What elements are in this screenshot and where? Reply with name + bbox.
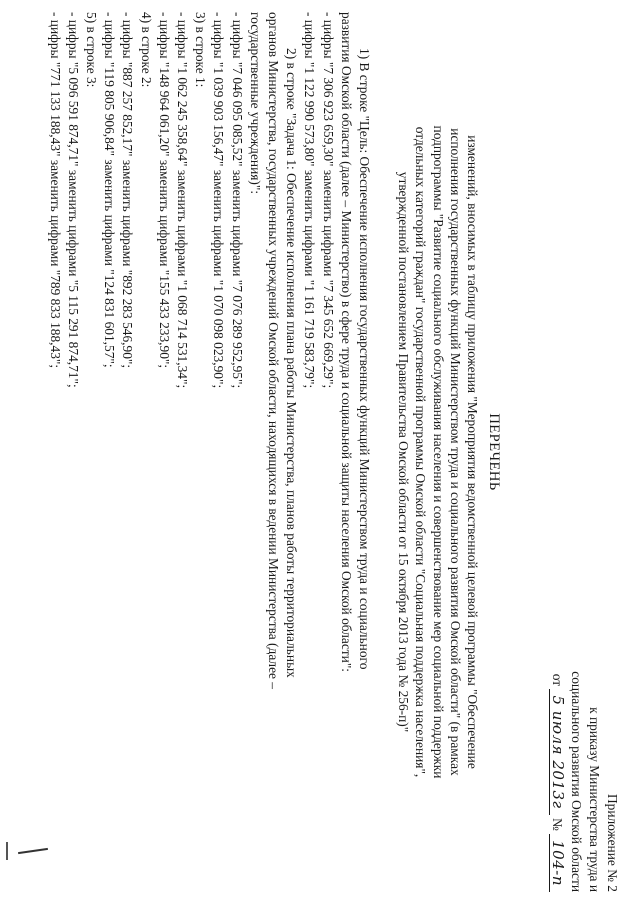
body-line: 1) В строке "Цель: Обеспечение исполнения государственных функций Министерством труда и социального: [357, 48, 372, 670]
title-line: подпрограммы "Развитие социального обслуживания населения и совершенствование мер социальной поддержки: [430, 125, 446, 779]
body-line: - цифры "148 964 061,20" заменить цифрами "155 433 233,90";: [156, 12, 172, 369]
body-line: 3) в строке 1:: [193, 12, 209, 88]
ministry-name-line: социального развития Омской области: [569, 671, 584, 892]
body-line: - цифры "1 039 903 156,47" заменить цифрами "1 070 098 023,90";: [211, 12, 227, 389]
title-line: изменений, вносимых в таблицу приложения "Мероприятия ведомственной целевой программы "Обеспечение: [465, 135, 480, 769]
title-line: исполнения государственных функций Министерством труда и социального развития Омской области" (в рамках: [447, 128, 463, 776]
order-reference-line: к приказу Министерства труда и: [587, 707, 602, 892]
body-line: органов Министерства, государственных учреждений Омской области, находящихся в ведении Министерства (далее –: [266, 12, 281, 690]
title-line: утвержденной постановлением Правительства Омской области от 15 октября 2013 года № 256-п)": [396, 171, 412, 733]
handwritten-date: 5 июля 2013г: [549, 689, 566, 814]
body-line: государственные учреждения)":: [247, 12, 263, 195]
body-line: развития Омской области (далее – Министерство) в сфере труда и социальной защиты населения Омской области":: [338, 12, 354, 673]
body-line: - цифры "771 133 188,43" заменить цифрами "789 833 188,43";: [47, 12, 63, 369]
body-line: - цифры "887 257 852,17" заменить цифрами "892 283 546,90";: [120, 12, 136, 369]
title-line: отдельных категорий граждан" государственной программы Омской области "Социальная поддержка населения",: [413, 126, 429, 778]
handwritten-number: 104-п: [549, 834, 566, 892]
appendix-number: Приложение № 2: [605, 793, 620, 892]
body-line: - цифры "5 096 591 874,71" заменить цифрами "5 115 291 874,71";: [65, 12, 81, 388]
body-line: 5) в строке 3:: [84, 12, 99, 88]
body-line: - цифры "7 046 095 085,52" заменить цифрами "7 076 289 952,95";: [229, 12, 245, 389]
date-prefix: от: [550, 673, 565, 687]
body-line: - цифры "1 122 990 573,80" заменить цифрами "1 161 719 583,79";: [302, 12, 318, 389]
document-page: [10, 12, 630, 892]
number-prefix: №: [550, 818, 565, 831]
body-line: - цифры "1 062 245 358,64" заменить цифрами "1 068 714 531,34";: [175, 12, 190, 389]
body-line: 2) в строке "Задача 1: Обеспечение исполнения плана работы Министерства, планов работы территориальных: [284, 48, 300, 678]
body-line: - цифры "119 805 906,84" заменить цифрами "124 831 601,57";: [102, 12, 118, 368]
scan-edge-mark-vertical: [6, 842, 8, 860]
order-date-number: [549, 674, 566, 892]
body-line: - цифры "7 306 923 659,30" заменить цифрами "7 345 652 669,29";: [320, 12, 336, 389]
document-heading: ПЕРЕЧЕНЬ: [486, 413, 502, 491]
body-line: 4) в строке 2:: [138, 12, 154, 88]
